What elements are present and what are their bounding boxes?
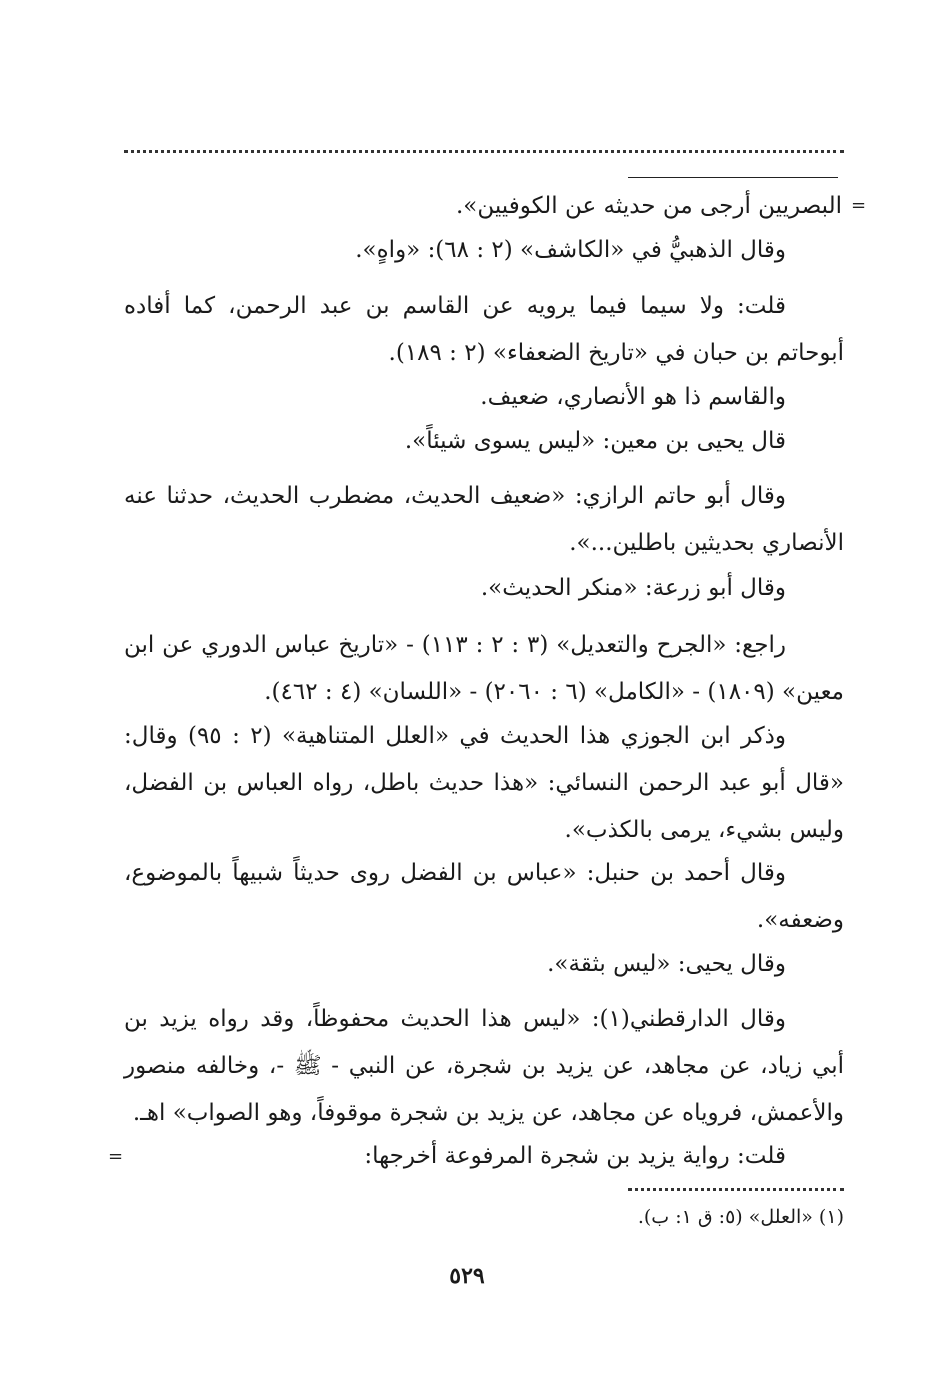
paragraph: وقال الذهبيُّ في «الكاشف» (٢ : ٦٨): «واهٍ». bbox=[355, 237, 786, 263]
page-number: ٥٢٩ bbox=[449, 1263, 485, 1289]
paragraph: وقال أبو حاتم الرازي: «ضعيف الحديث، مضطرب الحديث، حدثنا عنه الأنصاري بحديثين باطلين...». bbox=[124, 483, 844, 556]
footnote: (١) «العلل» (٥: ق ١: ب). bbox=[637, 1206, 844, 1228]
paragraph: قلت: رواية يزيد بن شجرة المرفوعة أخرجها: bbox=[364, 1143, 786, 1169]
continuation-marker-end: = bbox=[108, 1146, 124, 1167]
paragraph: وقال يحيى: «ليس بثقة». bbox=[547, 951, 786, 977]
top-dotted-separator bbox=[124, 150, 844, 153]
paragraph: وقال أحمد بن حنبل: «عباس بن الفضل روى حديثاً شبيهاً بالموضوع، وضعفه». bbox=[124, 860, 844, 933]
paragraph: وقال الدارقطني(١): «ليس هذا الحديث محفوظاً، وقد رواه يزيد بن أبي زياد، عن مجاهد، عن يزيد بن شجرة، عن النبي - ﷺ -، وخالفه منصور والأعمش، فروياه عن مجاهد، عن يزيد بن شجرة موقوفاً، وهو الصواب» اهـ. bbox=[124, 1006, 844, 1126]
footnote-dotted-separator bbox=[628, 1188, 844, 1191]
paragraph: قال يحيى بن معين: «ليس يسوى شيئاً». bbox=[404, 428, 786, 454]
paragraph: قلت: ولا سيما فيما يرويه عن القاسم بن عبد الرحمن، كما أفاده أبوحاتم بن حبان في «تاريخ الضعفاء» (٢ : ١٨٩). bbox=[124, 293, 844, 366]
paragraph: البصريين أرجى من حديثه عن الكوفيين». bbox=[455, 193, 842, 219]
continuation-marker-start: = bbox=[851, 195, 867, 216]
paragraph: وقال أبو زرعة: «منكر الحديث». bbox=[480, 575, 786, 601]
paragraph: والقاسم ذا هو الأنصاري، ضعيف. bbox=[480, 384, 786, 410]
continuation-rule bbox=[628, 177, 838, 178]
paragraph: وذكر ابن الجوزي هذا الحديث في «العلل المتناهية» (٢ : ٩٥) وقال: «قال أبو عبد الرحمن النسائي: «هذا حديث باطل، رواه العباس بن الفضل، وليس بشيء، يرمى بالكذب». bbox=[124, 723, 844, 843]
paragraph: راجع: «الجرح والتعديل» (٣ : ٢ : ١١٣) - «تاريخ عباس الدوري عن ابن معين» (١٨٠٩) - «الكامل» (٦ : ٢٠٦٠) - «اللسان» (٤ : ٤٦٢). bbox=[124, 632, 844, 705]
